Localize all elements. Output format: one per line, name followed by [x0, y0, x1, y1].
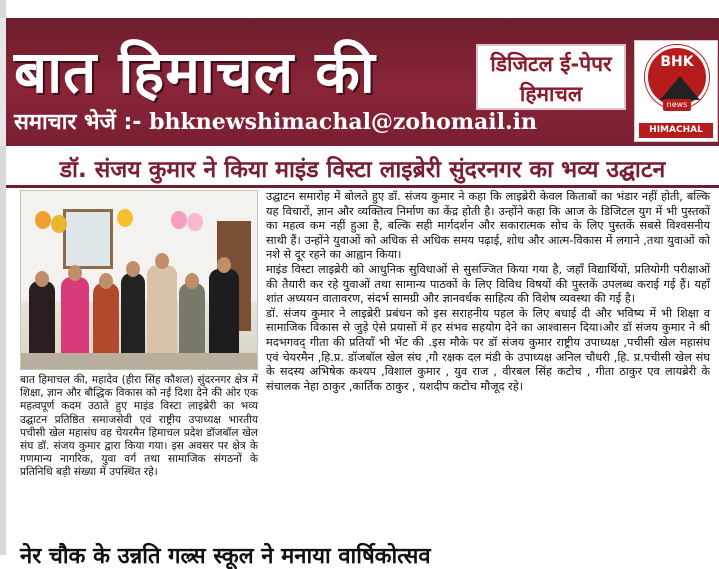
- photo-window: [63, 209, 113, 269]
- masthead: [0, 18, 719, 146]
- person-head: [99, 273, 113, 289]
- mountain-icon: [660, 76, 700, 100]
- balloon-icon: [187, 213, 203, 231]
- epaper-badge: [476, 44, 626, 110]
- logo-region-bar: HIMACHAL: [639, 123, 713, 138]
- contact-line: [14, 106, 537, 136]
- photo-caption: बात हिमाचल की, महादेव (हीरा सिंह कौशल) सुंदरनगर क्षेत्र में शिक्षा, ज्ञान और बौद्धिक विकास को नई दिशा देने की ओर एक महत्वपूर्ण कदम उठाते हुए माइंड विस्टा लाइब्रेरी का भव्य उद्घाटन प्रतिष्ठित समाजसेवी एवं राष्ट्रीय उपाध्यक्ष भारतीय पचीसी खेल महासंघ वह चेयरमैन हिमाचल प्रदेश डॉजबॉल खेल संघ डॉ. संजय कुमार द्वारा किया गया। इस अवसर पर क्षेत्र के गणमान्य नागरिक, युवा वर्ग तथा सामाजिक संगठनों के प्रतिनिधि बड़ी संख्या में उपस्थित रहे।: [20, 374, 258, 479]
- headline-band: [6, 148, 719, 188]
- next-article-headline: नेर चौक के उन्नति गल्र्स स्कूल ने मनाया वार्षिकोत्सव: [20, 544, 431, 569]
- logo-news-tag: news: [663, 99, 691, 111]
- event-photo: [20, 190, 258, 370]
- person-head: [217, 257, 231, 273]
- balloon-icon: [117, 209, 133, 227]
- bhk-news-logo: [634, 40, 718, 142]
- person-head: [35, 271, 49, 287]
- contact-email: bhknewshimachal@zohomail.in: [149, 109, 538, 135]
- epaper-label: डिजिटल ई-पेपर: [490, 52, 612, 76]
- balloon-icon: [51, 215, 67, 233]
- photo-floor: [21, 353, 257, 369]
- balloon-icon: [171, 211, 187, 229]
- logo-text: BHK: [660, 54, 694, 70]
- article-paragraph: डॉ. संजय कुमार ने लाइब्रेरी प्रबंधन को इस सराहनीय पहल के लिए बधाई दी और भविष्य में भी शिक्षा व सामाजिक विकास से जुड़े ऐसे प्रयासों में हर संभव सहयोग देने का आश्वासन दिया।और डॉ संजय कुमार ने श्री मदभगवद् गीता की प्रतियाँ भी भेंट की .इस मौके पर डॉ संजय कुमार राष्ट्रीय उपाध्यक्ष ,पचीसी खेल महासंघ एवं चेयरमैन ,हि.प्र. डॉजबॉल खेल संघ ,गौ रक्षक दल मंडी के उपाध्यक्ष अनिल चौधरी ,हि. प्र.पचीसी खेल संघ के सदस्य अभिषेक कश्यप ,विशाल कुमार , युव राज , वीरबल सिंह कटोच , गीता ठाकुर एव लायब्रेरी के संचालक नेहा ठाकुर ,कार्तिक ठाकुर , यशदीप कटोच मौजूद रहे।: [266, 306, 710, 393]
- person-head: [155, 253, 169, 269]
- person-head: [185, 273, 199, 289]
- article-headline: डॉ. संजय कुमार ने किया माइंड विस्टा लाइब्रेरी सुंदरनगर का भव्य उद्घाटन: [59, 157, 666, 183]
- article-body: [266, 190, 710, 394]
- person-head: [126, 261, 140, 277]
- article-paragraph: माइंड विस्टा लाइब्रेरी को आधुनिक सुविधाओं से सुसज्जित किया गया है, जहाँ विद्यार्थियों, प्रतियोगी परीक्षाओं की तैयारी कर रहे युवाओं तथा सामान्य पाठकों के लिए विविध विषयों की पुस्तकें उपलब्ध कराई गई हैं। यहाँ शांत अध्ययन वातावरण, संदर्भ सामग्री और ज्ञानवर्धक साहित्य की विशेष व्यवस्था की गई है।: [266, 262, 710, 306]
- article-paragraph: उद्घाटन समारोह में बोलते हुए डॉ. संजय कुमार ने कहा कि लाइब्रेरी केवल किताबों का भंडार नहीं होती, बल्कि यह विचारों, ज्ञान और व्यक्तित्व निर्माण का केंद्र होती है। उन्होंने कहा कि आज के डिजिटल युग में भी पुस्तकों का महत्व कम नहीं हुआ है, बल्कि सही मार्गदर्शन और सकारात्मक सोच के लिए पुस्तकें सबसे विश्वसनीय साथी हैं। उन्होंने युवाओं को अधिक से अधिक समय पढ़ाई, शोध और आत्म-विकास में लगाने ,तथा युवाओं को नशे से दूर रहने का आह्वान किया।: [266, 190, 710, 262]
- epaper-region: हिमाचल: [519, 82, 583, 106]
- person-head: [68, 265, 82, 281]
- balloon-icon: [35, 211, 51, 229]
- newspaper-title: बात हिमाचल की: [14, 38, 376, 106]
- contact-label: समाचार भेजें :-: [14, 110, 142, 135]
